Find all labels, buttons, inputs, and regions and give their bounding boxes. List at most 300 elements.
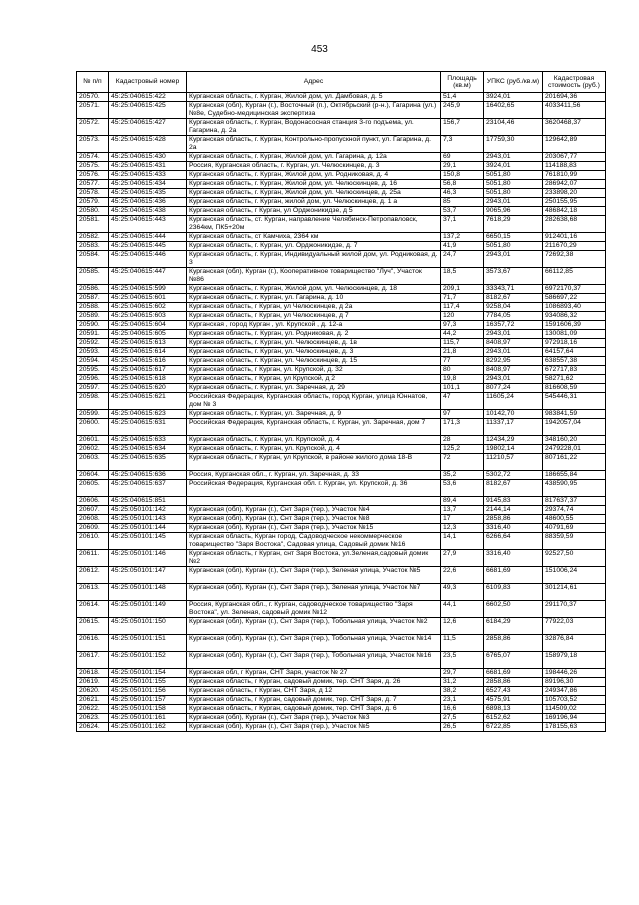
cell-row-number: 20576. bbox=[77, 171, 109, 180]
cell-upks: 5051,80 bbox=[484, 242, 543, 251]
cell-upks: 9145,83 bbox=[484, 497, 543, 506]
cell-cadastral-number: 45:25:040615:621 bbox=[109, 393, 187, 410]
cell-cadastral-cost: 198446,26 bbox=[543, 669, 606, 678]
cell-area: 97 bbox=[441, 410, 484, 419]
table-row bbox=[77, 480, 606, 497]
cell-area: 44,2 bbox=[441, 330, 484, 339]
cell-address: Курганская обл, г Курган, СНТ Заря, участок № 27 bbox=[187, 669, 441, 678]
cell-row-number: 20597. bbox=[77, 384, 109, 393]
cell-address: Курганская область, г. Курган, жилой дом, ул. Челюскинцев, д. 1 а bbox=[187, 198, 441, 207]
cell-row-number: 20578. bbox=[77, 189, 109, 198]
cell-upks: 10142,70 bbox=[484, 410, 543, 419]
cell-cadastral-number: 45:25:040615:602 bbox=[109, 303, 187, 312]
cell-cadastral-number: 45:25:040615:623 bbox=[109, 410, 187, 419]
cell-cadastral-number: 45:25:040615:613 bbox=[109, 339, 187, 348]
cell-cadastral-cost: 638557,38 bbox=[543, 357, 606, 366]
cell-cadastral-cost: 66112,85 bbox=[543, 268, 606, 285]
table-row bbox=[77, 567, 606, 584]
cell-row-number: 20608. bbox=[77, 515, 109, 524]
cell-upks: 2858,86 bbox=[484, 678, 543, 687]
cell-area: 120 bbox=[441, 312, 484, 321]
cell-upks: 6765,07 bbox=[484, 652, 543, 669]
cell-address: Курганская область, г Курган, снт Заря Востока, ул.Зеленая,садовый домик №2 bbox=[187, 550, 441, 567]
cell-address: Курганская (обл), Курган (г.), Снт Заря (тер.), Участок №4 bbox=[187, 506, 441, 515]
table-row bbox=[77, 268, 606, 285]
cell-upks: 19802,14 bbox=[484, 445, 543, 454]
cell-upks: 8077,24 bbox=[484, 384, 543, 393]
cell-address bbox=[187, 497, 441, 506]
cell-upks: 2943,01 bbox=[484, 375, 543, 384]
table-row bbox=[77, 524, 606, 533]
cell-area: 101,1 bbox=[441, 384, 484, 393]
cell-cadastral-cost: 233898,20 bbox=[543, 189, 606, 198]
cell-row-number: 20599. bbox=[77, 410, 109, 419]
cell-area: 17 bbox=[441, 515, 484, 524]
cell-row-number: 20586. bbox=[77, 285, 109, 294]
cell-address: Курганская (обл), Курган (г.), Снт Заря (тер.), Зеленая улица, Участок №5 bbox=[187, 567, 441, 584]
cell-cadastral-number: 45:25:050101:154 bbox=[109, 669, 187, 678]
cell-upks: 2943,01 bbox=[484, 198, 543, 207]
cell-area: 72 bbox=[441, 454, 484, 471]
cell-cadastral-cost: 201694,36 bbox=[543, 93, 606, 102]
cell-area: 77 bbox=[441, 357, 484, 366]
cell-upks: 2943,01 bbox=[484, 348, 543, 357]
table-row bbox=[77, 312, 606, 321]
cell-cadastral-number: 45:25:050101:161 bbox=[109, 714, 187, 723]
table-row bbox=[77, 436, 606, 445]
cell-area: 71,7 bbox=[441, 294, 484, 303]
cell-cadastral-number: 45:25:040615:616 bbox=[109, 357, 187, 366]
cell-upks: 8182,67 bbox=[484, 480, 543, 497]
table-row bbox=[77, 251, 606, 268]
cell-address: Курганская (обл), Курган (г.), Снт Заря (тер.), Участок №5 bbox=[187, 723, 441, 732]
cell-address: Курганская область, г. Курган, ул. Гагарина, д. 10 bbox=[187, 294, 441, 303]
cell-area: 13,7 bbox=[441, 506, 484, 515]
cell-address: Российская Федерация, Курганская область, город Курган, улица Юннатов, дом № 3 bbox=[187, 393, 441, 410]
cell-cadastral-number: 45:25:040615:620 bbox=[109, 384, 187, 393]
cell-upks: 16402,65 bbox=[484, 102, 543, 119]
cell-row-number: 20614. bbox=[77, 601, 109, 618]
cell-address: Курганская область, г. Курган, Индивидуальный жилой дом, ул. Родниковая, д. 3 bbox=[187, 251, 441, 268]
cell-upks: 6109,83 bbox=[484, 584, 543, 601]
cell-upks: 3924,01 bbox=[484, 93, 543, 102]
cell-address: Курганская область, ст. Курган, направление Челябинск-Петропавловск, 2364км, ПК5+20м bbox=[187, 216, 441, 233]
cell-upks: 6602,50 bbox=[484, 601, 543, 618]
cell-row-number: 20591. bbox=[77, 330, 109, 339]
cell-area: 171,3 bbox=[441, 419, 484, 436]
cell-address: Курганская область, г. Курган, Жилой дом, ул. Челюскинцев, д. 18 bbox=[187, 285, 441, 294]
cell-row-number: 20585. bbox=[77, 268, 109, 285]
cell-cadastral-cost: 286942,07 bbox=[543, 180, 606, 189]
cell-upks: 5302,72 bbox=[484, 471, 543, 480]
cell-upks: 6266,64 bbox=[484, 533, 543, 550]
cell-upks: 6722,85 bbox=[484, 723, 543, 732]
cell-cadastral-number: 45:25:050101:143 bbox=[109, 515, 187, 524]
cell-cadastral-cost: 77922,03 bbox=[543, 618, 606, 635]
table-row bbox=[77, 321, 606, 330]
cell-cadastral-cost: 282638,68 bbox=[543, 216, 606, 233]
cell-row-number: 20588. bbox=[77, 303, 109, 312]
cell-row-number: 20587. bbox=[77, 294, 109, 303]
table-row bbox=[77, 330, 606, 339]
cell-address: Российская Федерация, Курганская обл. г. Курган, ул. Крупской, д. 36 bbox=[187, 480, 441, 497]
cell-area: 44,1 bbox=[441, 601, 484, 618]
cell-address: Курганская область, ст Камчиха, 2364 км bbox=[187, 233, 441, 242]
cell-cadastral-cost: 114188,83 bbox=[543, 162, 606, 171]
table-row bbox=[77, 687, 606, 696]
cell-address: Курганская область, г Курган, садовый домик, тер. СНТ Заря, д. 7 bbox=[187, 696, 441, 705]
table-row bbox=[77, 171, 606, 180]
cell-cadastral-cost: 58271,62 bbox=[543, 375, 606, 384]
cell-area: 115,7 bbox=[441, 339, 484, 348]
cell-cadastral-number: 45:25:040615:635 bbox=[109, 454, 187, 471]
cell-cadastral-cost: 89196,30 bbox=[543, 678, 606, 687]
cell-cadastral-number: 45:25:040615:431 bbox=[109, 162, 187, 171]
header-cadastral-cost: Кадастровая стоимость (руб.) bbox=[543, 72, 606, 93]
cell-cadastral-number: 45:25:050101:150 bbox=[109, 618, 187, 635]
cell-cadastral-cost: 249347,86 bbox=[543, 687, 606, 696]
table-row bbox=[77, 233, 606, 242]
cell-address: Россия, Курганская обл., г. Курган, ул. Заречная, д. 33 bbox=[187, 471, 441, 480]
cell-address: Курганская область, г Курган, ул Орджоникидзе, д 5 bbox=[187, 207, 441, 216]
table-row bbox=[77, 207, 606, 216]
cell-cadastral-number: 45:25:050101:155 bbox=[109, 678, 187, 687]
table-row bbox=[77, 669, 606, 678]
table-row bbox=[77, 419, 606, 436]
cell-area: 53,7 bbox=[441, 207, 484, 216]
cell-upks: 3573,67 bbox=[484, 268, 543, 285]
cell-upks: 7784,05 bbox=[484, 312, 543, 321]
cell-area: 35,2 bbox=[441, 471, 484, 480]
cell-area: 85 bbox=[441, 198, 484, 207]
header-upks: УПКС (руб./кв.м) bbox=[484, 72, 543, 93]
cell-address: Курганская область, г Курган, ул Крупской, в районе жилого дома 18-В bbox=[187, 454, 441, 471]
cell-row-number: 20622. bbox=[77, 705, 109, 714]
cell-upks: 2858,86 bbox=[484, 515, 543, 524]
cell-row-number: 20583. bbox=[77, 242, 109, 251]
cell-address: Курганская область, г. Курган, ул. Крупской, д. 4 bbox=[187, 436, 441, 445]
cell-area: 23,1 bbox=[441, 696, 484, 705]
cell-row-number: 20616. bbox=[77, 635, 109, 652]
cell-cadastral-number: 45:25:040615:433 bbox=[109, 171, 187, 180]
cell-cadastral-cost: 1942057,04 bbox=[543, 419, 606, 436]
cell-upks: 33343,71 bbox=[484, 285, 543, 294]
cell-cadastral-number: 45:25:050101:146 bbox=[109, 550, 187, 567]
cell-area: 38,2 bbox=[441, 687, 484, 696]
cell-row-number: 20605. bbox=[77, 480, 109, 497]
cell-address: Курганская область, г. Курган, Жилой дом, ул. Челюскинцев, д. 16 bbox=[187, 180, 441, 189]
cell-area: 41,9 bbox=[441, 242, 484, 251]
table-row bbox=[77, 136, 606, 153]
cell-cadastral-cost: 169196,94 bbox=[543, 714, 606, 723]
cell-address: Курганская область, г. Курган, Жилой дом, ул. Родниковая, д. 4 bbox=[187, 171, 441, 180]
cell-cadastral-cost: 151006,24 bbox=[543, 567, 606, 584]
cell-row-number: 20604. bbox=[77, 471, 109, 480]
cell-address: Курганская (обл), Курган (г.), Снт Заря (тер.), Тобольная улица, Участок №14 bbox=[187, 635, 441, 652]
cell-upks: 6898,13 bbox=[484, 705, 543, 714]
cell-upks: 11605,24 bbox=[484, 393, 543, 410]
cell-area: 46,3 bbox=[441, 189, 484, 198]
cell-cadastral-cost: 1591606,39 bbox=[543, 321, 606, 330]
cell-cadastral-cost: 114509,02 bbox=[543, 705, 606, 714]
cell-address: Курганская область, г Курган, ул Челюскинцев, д 2а bbox=[187, 303, 441, 312]
table-row bbox=[77, 635, 606, 652]
cell-cadastral-number: 45:25:040615:430 bbox=[109, 153, 187, 162]
cell-row-number: 20570. bbox=[77, 93, 109, 102]
cell-row-number: 20600. bbox=[77, 419, 109, 436]
cell-upks: 8182,67 bbox=[484, 294, 543, 303]
table-row bbox=[77, 497, 606, 506]
cell-address: Курганская область, г. Курган, ул. Челюскинцев, д. 1в bbox=[187, 339, 441, 348]
table-row bbox=[77, 384, 606, 393]
cell-address: Курганская область, г Курган, садовый домик, тер. СНТ Заря, д. 26 bbox=[187, 678, 441, 687]
cell-row-number: 20592. bbox=[77, 339, 109, 348]
cell-address: Курганская область, г Курган, СНТ Заря, д 12 bbox=[187, 687, 441, 696]
cell-cadastral-number: 45:25:050101:148 bbox=[109, 584, 187, 601]
cell-address: Курганская область, г. Курган, ул. Челюскинцев, д. 3 bbox=[187, 348, 441, 357]
cell-cadastral-cost: 348160,20 bbox=[543, 436, 606, 445]
cell-address: Курганская , город Курган , ул. Крупской , д. 12-а bbox=[187, 321, 441, 330]
cell-upks: 2943,01 bbox=[484, 153, 543, 162]
cell-upks: 16357,72 bbox=[484, 321, 543, 330]
cell-row-number: 20621. bbox=[77, 696, 109, 705]
cell-area: 97,3 bbox=[441, 321, 484, 330]
cell-address: Курганская область, Курган город, Садоводческое некоммерческое товарищество "Заря Востока", Садовая улица, Садовый домик №16 bbox=[187, 533, 441, 550]
cell-address: Курганская (обл), Курган (г.), Кооперативное товарищество "Луч", Участок №86 bbox=[187, 268, 441, 285]
cell-address: Курганская область, г. Курган, Жилой дом, ул. Гагарина, д. 12а bbox=[187, 153, 441, 162]
cell-address: Курганская область, г Курган, ул Крупской, д 2 bbox=[187, 375, 441, 384]
cell-row-number: 20575. bbox=[77, 162, 109, 171]
cell-address: Российская Федерация, Курганская область, г. Курган, ул. Заречная, дом 7 bbox=[187, 419, 441, 436]
cell-cadastral-number: 45:25:040615:444 bbox=[109, 233, 187, 242]
cell-row-number: 20617. bbox=[77, 652, 109, 669]
cell-upks: 6681,69 bbox=[484, 669, 543, 678]
cell-upks: 12434,29 bbox=[484, 436, 543, 445]
cell-area: 7,3 bbox=[441, 136, 484, 153]
cell-row-number: 20571. bbox=[77, 102, 109, 119]
cell-upks: 8292,95 bbox=[484, 357, 543, 366]
cell-area: 22,6 bbox=[441, 567, 484, 584]
cell-row-number: 20620. bbox=[77, 687, 109, 696]
cell-upks: 9258,04 bbox=[484, 303, 543, 312]
cell-cadastral-number: 45:25:040615:443 bbox=[109, 216, 187, 233]
table-row bbox=[77, 119, 606, 136]
table-row bbox=[77, 471, 606, 480]
cell-cadastral-cost: 545446,31 bbox=[543, 393, 606, 410]
cell-address: Курганская область, г. Курган, ул. Заречная, д. 29 bbox=[187, 384, 441, 393]
cell-cadastral-cost: 983841,59 bbox=[543, 410, 606, 419]
cell-row-number: 20579. bbox=[77, 198, 109, 207]
cell-address: Курганская область, г. Курган, Контрольно-пропускной пункт, ул. Гагарина, д. 2а bbox=[187, 136, 441, 153]
cell-upks: 5051,80 bbox=[484, 189, 543, 198]
cell-area: 28 bbox=[441, 436, 484, 445]
cell-area: 16,6 bbox=[441, 705, 484, 714]
cell-row-number: 20574. bbox=[77, 153, 109, 162]
cell-row-number: 20609. bbox=[77, 524, 109, 533]
cell-address: Курганская (обл), Курган (г.), Снт Заря (тер.), Участок №8 bbox=[187, 515, 441, 524]
cell-cadastral-number: 45:25:050101:157 bbox=[109, 696, 187, 705]
cell-area: 31,2 bbox=[441, 678, 484, 687]
table-header bbox=[77, 72, 606, 93]
table-row bbox=[77, 216, 606, 233]
cell-address: Курганская область, г. Курган, ул. Челюскинцев, д. 15 bbox=[187, 357, 441, 366]
cell-area: 245,9 bbox=[441, 102, 484, 119]
table-row bbox=[77, 506, 606, 515]
cell-row-number: 20610. bbox=[77, 533, 109, 550]
cell-row-number: 20593. bbox=[77, 348, 109, 357]
cell-area: 49,3 bbox=[441, 584, 484, 601]
header-address: Адрес bbox=[187, 72, 441, 93]
cell-row-number: 20613. bbox=[77, 584, 109, 601]
table-body bbox=[77, 93, 606, 732]
cell-row-number: 20606. bbox=[77, 497, 109, 506]
cell-cadastral-cost: 105703,52 bbox=[543, 696, 606, 705]
cell-upks: 6152,62 bbox=[484, 714, 543, 723]
table-row bbox=[77, 366, 606, 375]
cell-row-number: 20611. bbox=[77, 550, 109, 567]
table-row bbox=[77, 93, 606, 102]
cell-cadastral-cost: 92527,50 bbox=[543, 550, 606, 567]
cell-row-number: 20601. bbox=[77, 436, 109, 445]
cell-area: 89,4 bbox=[441, 497, 484, 506]
cell-cadastral-number: 45:25:050101:147 bbox=[109, 567, 187, 584]
cell-area: 150,8 bbox=[441, 171, 484, 180]
cell-cadastral-number: 45:25:040615:447 bbox=[109, 268, 187, 285]
cell-area: 26,5 bbox=[441, 723, 484, 732]
cell-cadastral-number: 45:25:050101:152 bbox=[109, 652, 187, 669]
cell-row-number: 20584. bbox=[77, 251, 109, 268]
cell-cadastral-cost: 291170,37 bbox=[543, 601, 606, 618]
cell-upks: 7618,29 bbox=[484, 216, 543, 233]
cell-cadastral-cost: 586697,22 bbox=[543, 294, 606, 303]
cell-cadastral-cost: 158979,18 bbox=[543, 652, 606, 669]
cell-cadastral-cost: 6972170,37 bbox=[543, 285, 606, 294]
cell-cadastral-number: 45:25:040615:851 bbox=[109, 497, 187, 506]
cell-area: 47 bbox=[441, 393, 484, 410]
cell-address: Курганская (обл), Курган (г.), Снт Заря (тер.), Тобольная улица, Участок №16 bbox=[187, 652, 441, 669]
cell-cadastral-number: 45:25:050101:144 bbox=[109, 524, 187, 533]
cell-area: 69 bbox=[441, 153, 484, 162]
cell-row-number: 20582. bbox=[77, 233, 109, 242]
cell-address: Курганская область, г. Курган, Жилой дом, ул. Дамбовая, д. 5 bbox=[187, 93, 441, 102]
cell-upks: 6527,43 bbox=[484, 687, 543, 696]
cell-cadastral-number: 45:25:040615:428 bbox=[109, 136, 187, 153]
cell-area: 37,1 bbox=[441, 216, 484, 233]
cell-address: Курганская (обл), Курган (г.), Снт Заря (тер.), Зеленая улица, Участок №7 bbox=[187, 584, 441, 601]
cell-address: Курганская область, г. Курган, Водонасосная станция 3-го подъема, ул. Гагарина, д. 2а bbox=[187, 119, 441, 136]
cell-cadastral-number: 45:25:040615:633 bbox=[109, 436, 187, 445]
cell-cadastral-number: 45:25:040615:434 bbox=[109, 180, 187, 189]
table-row bbox=[77, 153, 606, 162]
cell-address: Курганская область, г Курган, ул. Крупской, д. 32 bbox=[187, 366, 441, 375]
cell-cadastral-cost: 912401,16 bbox=[543, 233, 606, 242]
cell-area: 18,5 bbox=[441, 268, 484, 285]
cell-address: Курганская (обл), Курган (г.), Снт Заря (тер.), Тобольная улица, Участок №2 bbox=[187, 618, 441, 635]
table-row bbox=[77, 601, 606, 618]
cell-cadastral-number: 45:25:040615:634 bbox=[109, 445, 187, 454]
cell-area: 137,2 bbox=[441, 233, 484, 242]
cell-cadastral-number: 45:25:050101:149 bbox=[109, 601, 187, 618]
cell-cadastral-number: 45:25:040615:617 bbox=[109, 366, 187, 375]
cell-cadastral-cost: 129642,89 bbox=[543, 136, 606, 153]
cell-area: 53,6 bbox=[441, 480, 484, 497]
cell-cadastral-number: 45:25:050101:142 bbox=[109, 506, 187, 515]
table-row bbox=[77, 285, 606, 294]
table-row bbox=[77, 515, 606, 524]
cadastral-registry-table bbox=[76, 71, 606, 732]
cell-cadastral-cost: 72692,38 bbox=[543, 251, 606, 268]
cell-cadastral-cost: 438590,95 bbox=[543, 480, 606, 497]
cell-cadastral-cost: 250155,95 bbox=[543, 198, 606, 207]
cell-row-number: 20596. bbox=[77, 375, 109, 384]
table-row bbox=[77, 714, 606, 723]
cell-row-number: 20603. bbox=[77, 454, 109, 471]
cell-cadastral-cost: 807161,22 bbox=[543, 454, 606, 471]
cell-upks: 11337,17 bbox=[484, 419, 543, 436]
cell-cadastral-cost: 3620468,37 bbox=[543, 119, 606, 136]
cell-area: 117,4 bbox=[441, 303, 484, 312]
cell-address: Курганская область, г. Курган, ул. Орджоникидзе, д. 7 bbox=[187, 242, 441, 251]
cell-area: 14,1 bbox=[441, 533, 484, 550]
cell-cadastral-cost: 816608,59 bbox=[543, 384, 606, 393]
table-row bbox=[77, 678, 606, 687]
table-row bbox=[77, 533, 606, 550]
cell-upks: 3924,01 bbox=[484, 162, 543, 171]
table-row bbox=[77, 410, 606, 419]
cell-cadastral-number: 45:25:040615:436 bbox=[109, 198, 187, 207]
cell-row-number: 20589. bbox=[77, 312, 109, 321]
cell-area: 19,8 bbox=[441, 375, 484, 384]
table-row bbox=[77, 652, 606, 669]
cell-cadastral-cost: 972918,16 bbox=[543, 339, 606, 348]
cell-cadastral-cost: 29374,74 bbox=[543, 506, 606, 515]
cell-cadastral-cost: 32876,84 bbox=[543, 635, 606, 652]
cell-upks: 6184,29 bbox=[484, 618, 543, 635]
cell-area: 51,4 bbox=[441, 93, 484, 102]
cell-cadastral-number: 45:25:040615:618 bbox=[109, 375, 187, 384]
table-row bbox=[77, 242, 606, 251]
cell-upks: 3316,40 bbox=[484, 550, 543, 567]
cell-row-number: 20580. bbox=[77, 207, 109, 216]
table-row bbox=[77, 584, 606, 601]
cell-area: 24,7 bbox=[441, 251, 484, 268]
cell-upks: 23104,46 bbox=[484, 119, 543, 136]
cell-cadastral-number: 45:25:040615:637 bbox=[109, 480, 187, 497]
cell-cadastral-number: 45:25:040615:425 bbox=[109, 102, 187, 119]
cell-row-number: 20577. bbox=[77, 180, 109, 189]
cell-upks: 2943,01 bbox=[484, 330, 543, 339]
table-row bbox=[77, 198, 606, 207]
header-area: Площадь (кв.м) bbox=[441, 72, 484, 93]
cell-cadastral-number: 45:25:040615:435 bbox=[109, 189, 187, 198]
cell-area: 80 bbox=[441, 366, 484, 375]
cell-cadastral-number: 45:25:040615:446 bbox=[109, 251, 187, 268]
table-row bbox=[77, 723, 606, 732]
cell-row-number: 20612. bbox=[77, 567, 109, 584]
page-number: 453 bbox=[311, 44, 328, 55]
cell-upks: 9065,96 bbox=[484, 207, 543, 216]
cell-row-number: 20624. bbox=[77, 723, 109, 732]
cell-address: Россия, Курганская обл., г. Курган, садоводческое товарищество "Заря Востока", ул. Зеленая, садовый домик №12 bbox=[187, 601, 441, 618]
cell-upks: 8408,97 bbox=[484, 366, 543, 375]
cell-cadastral-cost: 88359,59 bbox=[543, 533, 606, 550]
table-row bbox=[77, 705, 606, 714]
cell-address: Курганская область, г Курган, ул Челюскинцев, д 7 bbox=[187, 312, 441, 321]
cell-upks: 6650,15 bbox=[484, 233, 543, 242]
cell-upks: 2144,14 bbox=[484, 506, 543, 515]
cell-cadastral-cost: 817637,37 bbox=[543, 497, 606, 506]
cell-address: Курганская область, г. Курган, ул. Крупской, д. 4 bbox=[187, 445, 441, 454]
